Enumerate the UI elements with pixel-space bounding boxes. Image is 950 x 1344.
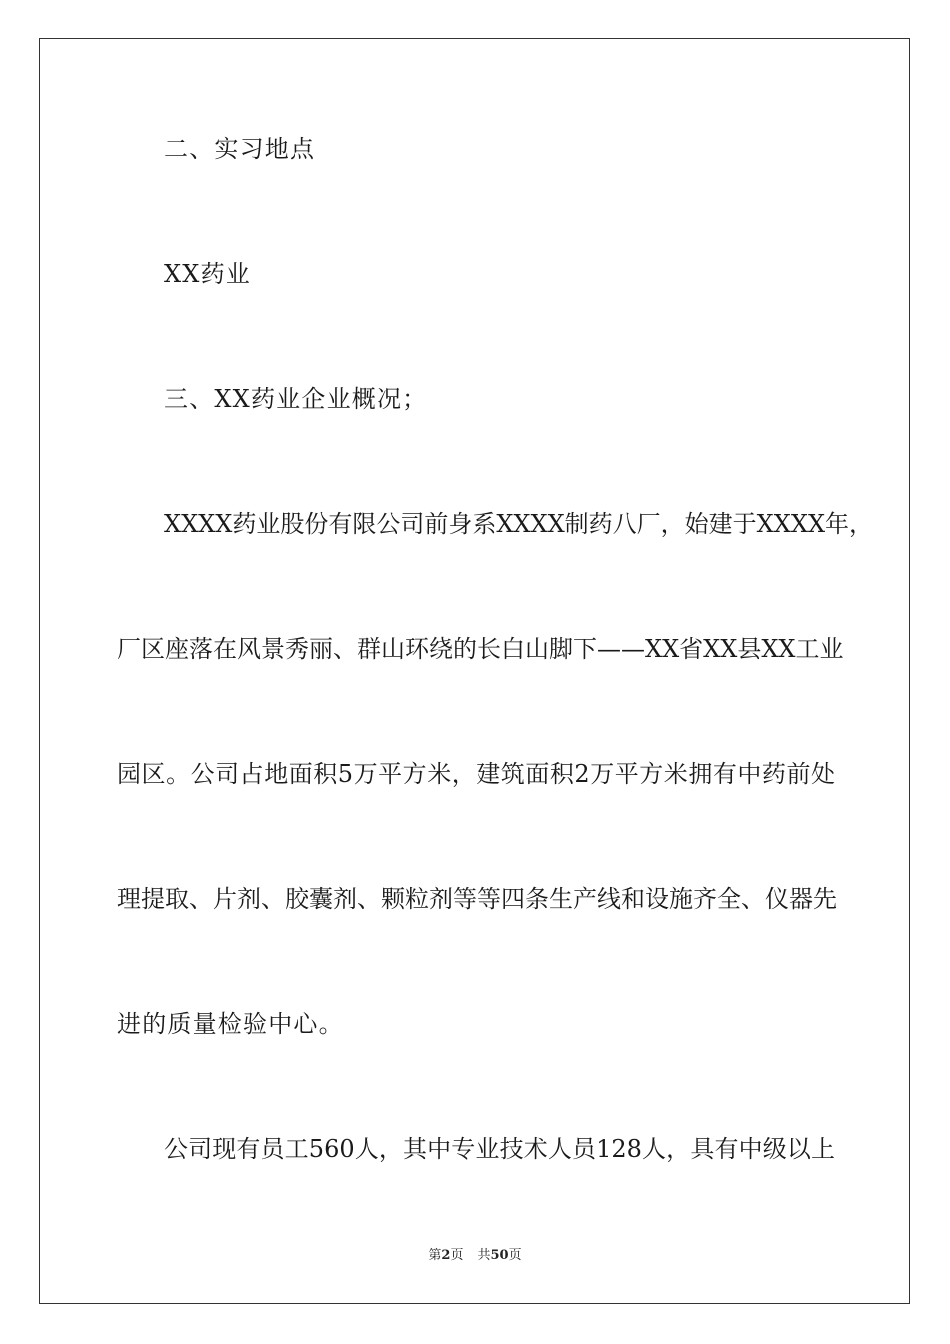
footer-page-number: 2: [441, 1248, 451, 1263]
paragraph-line: XXXX药业股份有限公司前身系XXXX制药八厂，始建于XXXX年，: [164, 510, 874, 538]
footer-page-prefix: 第: [428, 1248, 442, 1263]
paragraph-line: 园区。公司占地面积5万平方米，建筑面积2万平方米拥有中药前处: [117, 760, 835, 788]
page-border: [39, 38, 910, 1304]
paragraph-line: 理提取、片剂、胶囊剂、颗粒剂等等四条生产线和设施齐全、仪器先: [117, 885, 837, 913]
footer-total-prefix: 共: [477, 1248, 491, 1263]
section-heading-overview: 三、XX药业企业概况；: [164, 385, 428, 413]
location-name: XX药业: [164, 260, 251, 288]
footer-page-suffix: 页: [450, 1248, 464, 1263]
footer-total-pages: 50: [490, 1248, 509, 1263]
footer-total-suffix: 页: [508, 1248, 522, 1263]
paragraph-line: 厂区座落在风景秀丽、群山环绕的长白山脚下——XX省XX县XX工业: [117, 635, 844, 663]
section-heading-location: 二、实习地点: [164, 135, 316, 163]
paragraph-line: 公司现有员工560人，其中专业技术人员128人，具有中级以上: [164, 1135, 835, 1163]
paragraph-line: 进的质量检验中心。: [117, 1010, 344, 1038]
page-footer: [0, 1248, 950, 1264]
